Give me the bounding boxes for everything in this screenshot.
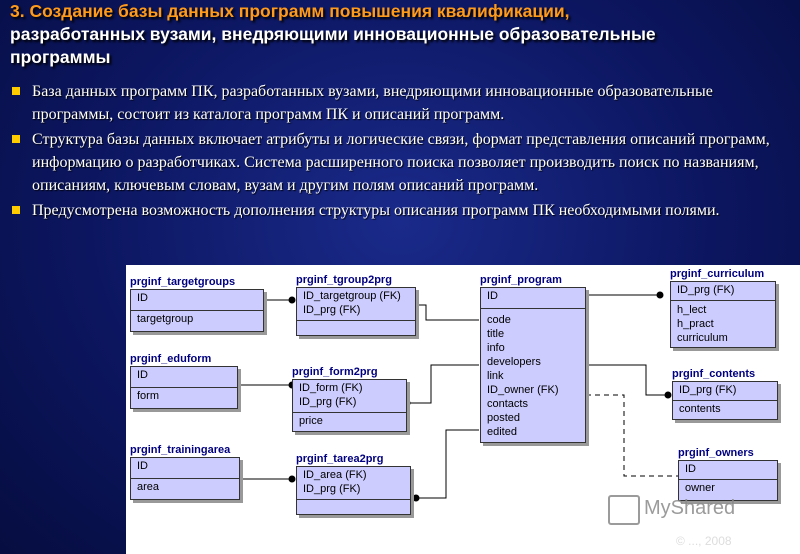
table-box: [130, 457, 240, 500]
table-box: [480, 287, 586, 443]
bullet-text: Предусмотрена возможность дополнения структуры описания программ ПК необходимыми полями.: [32, 202, 720, 219]
table-box: [670, 281, 776, 348]
table-box: [130, 289, 264, 332]
copyright: © ..., 2008: [676, 534, 732, 548]
field-section: [131, 387, 237, 408]
field: ID: [137, 369, 148, 381]
field: title: [487, 328, 505, 340]
table-box: [130, 366, 238, 409]
table-name: prginf_owners: [678, 447, 754, 459]
field: ID: [137, 292, 148, 304]
rel-line: [415, 305, 479, 320]
table-trainingarea: [130, 443, 240, 500]
pk-section: [481, 288, 585, 308]
table-name: prginf_targetgroups: [130, 276, 236, 288]
field: code: [487, 314, 511, 326]
bullet-text: Структура базы данных включает атрибуты и логические связи, формат представления описаний программ, информацию о разработчиках. Система расширенного поиска позволяет производить поиск по названиям, описаниям, ключевым словам, вузам и другим полям описаний программ.: [32, 131, 770, 194]
field-section: [481, 308, 585, 442]
table-box: [296, 287, 416, 336]
field-section: [131, 478, 239, 499]
pk-section: [131, 367, 237, 387]
table-name: prginf_trainingarea: [130, 444, 231, 456]
table-name: prginf_form2prg: [292, 366, 378, 378]
field: posted: [487, 412, 521, 424]
pk-section: [673, 382, 777, 400]
watermark: [608, 493, 788, 525]
field: link: [487, 370, 504, 382]
field: price: [299, 415, 323, 427]
table-name: prginf_tarea2prg: [296, 453, 384, 465]
rel-dot: [413, 495, 420, 502]
field: ID_owner (FK): [487, 384, 559, 396]
field: curriculum: [677, 332, 728, 344]
field-section: [671, 300, 775, 347]
table-targetgroups: [130, 275, 264, 332]
field: ID: [487, 290, 498, 302]
pk-section: [131, 458, 239, 478]
table-name: prginf_contents: [672, 368, 756, 380]
table-program: [480, 273, 586, 443]
rel-dot: [665, 392, 672, 399]
bullet-item: [10, 128, 798, 197]
field: contents: [679, 403, 721, 415]
field-section: [297, 320, 415, 335]
slide-title: [10, 0, 790, 69]
title-line-2: разработанных вузами, внедряющими инновационные образовательные: [10, 24, 656, 44]
pk-section: [671, 282, 775, 300]
rel-line-dashed: [586, 395, 678, 476]
table-name: prginf_eduform: [130, 353, 212, 365]
field: ID_form (FK): [299, 382, 363, 394]
myshared-logo-icon: [608, 495, 640, 525]
field: ID_prg (FK): [677, 284, 735, 296]
bullet-item: [10, 80, 798, 126]
field: ID_prg (FK): [303, 304, 361, 316]
field: ID_area (FK): [303, 469, 367, 481]
field: area: [137, 481, 160, 493]
field: edited: [487, 426, 517, 438]
field-section: [293, 412, 406, 431]
field-section: [131, 310, 263, 331]
rel-dot: [289, 476, 296, 483]
bullet-list: [10, 80, 798, 224]
table-box: [672, 381, 778, 420]
pk-section: [131, 290, 263, 310]
table-tarea2prg: [296, 452, 411, 515]
bullet-square-icon: [12, 87, 20, 95]
watermark-text: MyShared: [644, 497, 736, 519]
table-name: prginf_program: [480, 274, 562, 286]
rel-line: [407, 365, 479, 403]
rel-dot: [657, 292, 664, 299]
bullet-square-icon: [12, 206, 20, 214]
rel-dot: [289, 297, 296, 304]
table-box: [292, 379, 407, 432]
field-section: [297, 499, 410, 514]
bullet-text: База данных программ ПК, разработанных вузами, внедряющими инновационные образовательные программы, состоит из каталога программ ПК и описаний программ.: [32, 83, 713, 123]
field: targetgroup: [137, 313, 194, 325]
table-form2prg: [292, 365, 407, 432]
bullet-item: [10, 199, 798, 222]
pk-section: [293, 380, 406, 412]
field-section: [673, 400, 777, 419]
table-curriculum: [670, 267, 776, 348]
table-name: prginf_curriculum: [670, 268, 765, 280]
field: h_lect: [677, 304, 707, 316]
field: developers: [487, 356, 541, 368]
field: ID_prg (FK): [679, 384, 737, 396]
pk-section: [679, 461, 777, 479]
field: ID: [685, 463, 696, 475]
er-diagram: [126, 265, 800, 554]
bullet-square-icon: [12, 135, 20, 143]
pk-section: [297, 288, 415, 320]
table-name: prginf_tgroup2prg: [296, 274, 392, 286]
pk-section: [297, 467, 410, 499]
rel-line: [416, 430, 479, 498]
title-line-3: программы: [10, 47, 111, 67]
table-tgroup2prg: [296, 273, 416, 336]
table-box: [296, 466, 411, 515]
field: contacts: [487, 398, 528, 410]
field: h_pract: [677, 318, 714, 330]
field: owner: [685, 482, 715, 494]
title-line-1: 3. Создание базы данных программ повышения квалификации,: [10, 1, 570, 21]
field: form: [137, 390, 159, 402]
field: ID_prg (FK): [303, 483, 361, 495]
rel-line: [586, 365, 668, 395]
table-contents: [672, 367, 778, 420]
field: ID_prg (FK): [299, 396, 357, 408]
field: ID_targetgroup (FK): [303, 290, 401, 302]
table-eduform: [130, 352, 238, 409]
field: info: [487, 342, 505, 354]
field: ID: [137, 460, 148, 472]
